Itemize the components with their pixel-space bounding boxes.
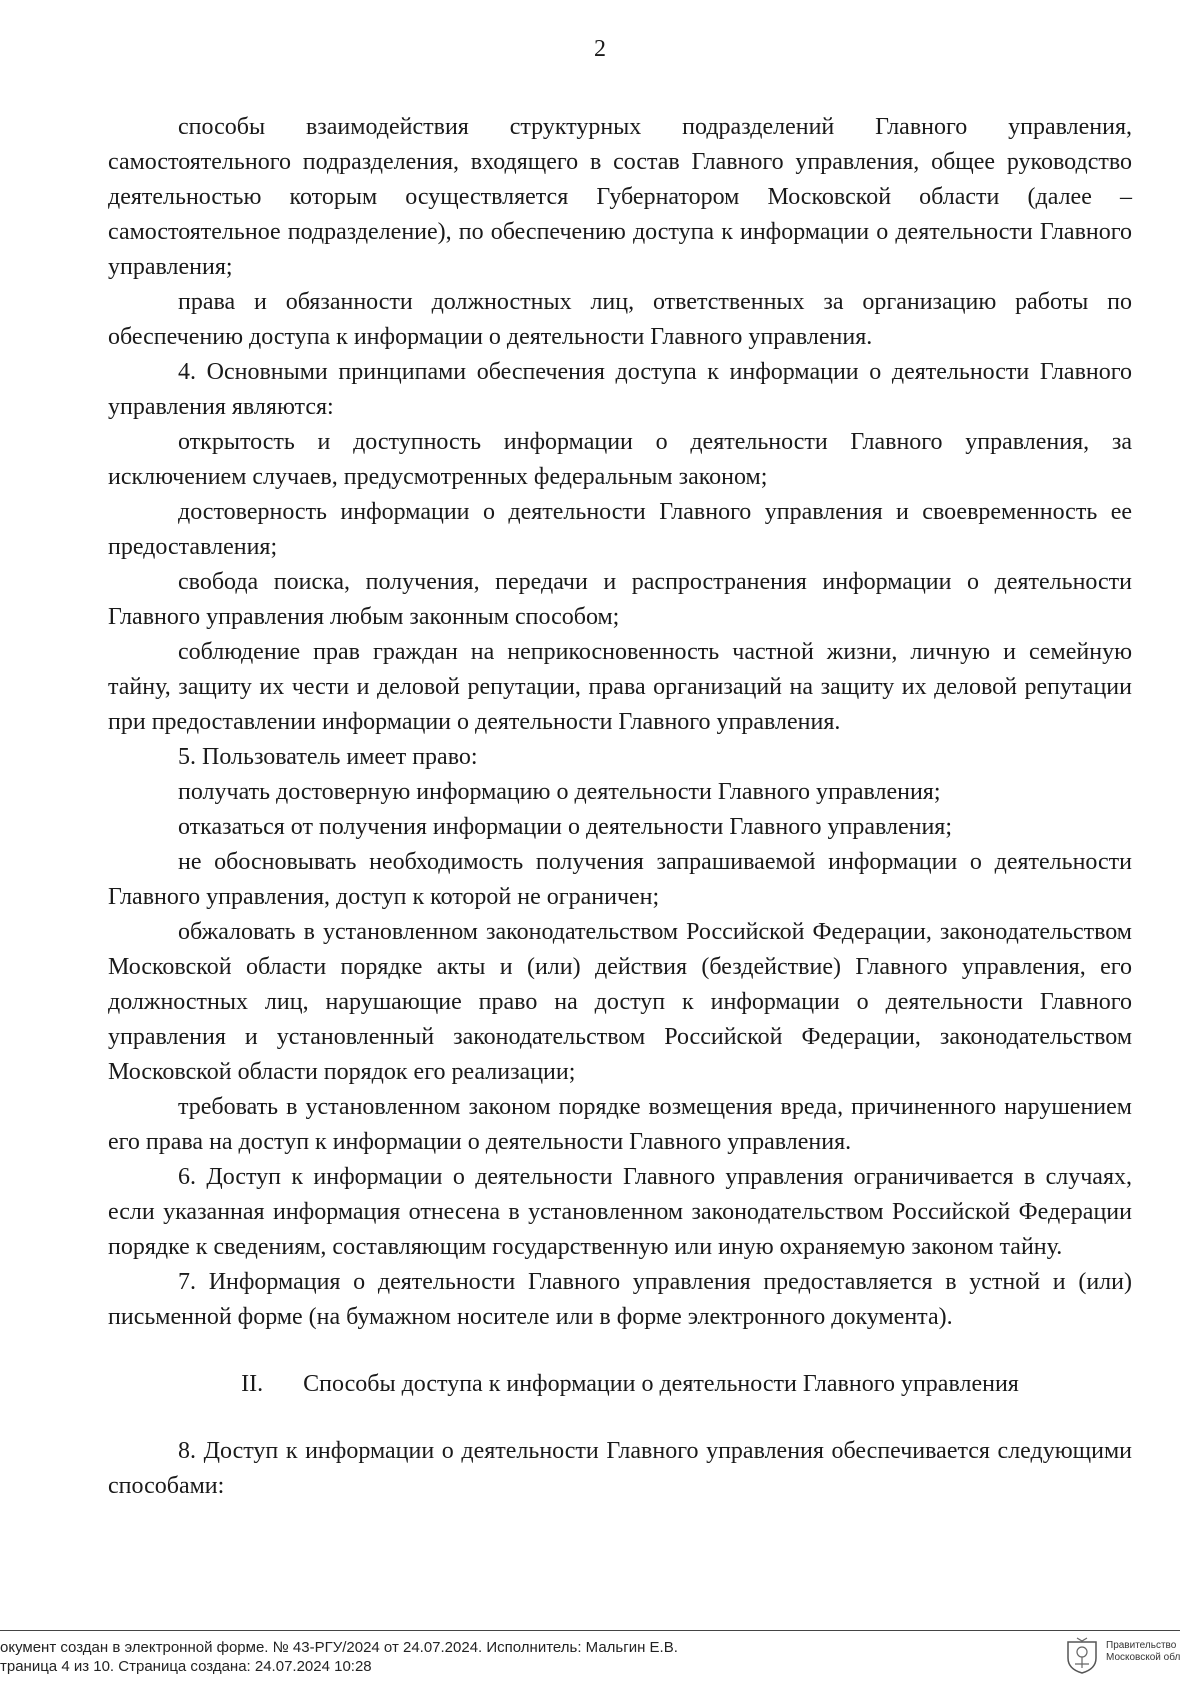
paragraph: получать достоверную информацию о деятельности Главного управления;: [178, 779, 941, 805]
document-body: [108, 110, 1132, 1504]
paragraph: отказаться от получения информации о деятельности Главного управления;: [178, 814, 953, 840]
paragraph: соблюдение прав граждан на неприкосновенность частной жизни, личную и семейную тайну, защиту их чести и деловой репутации, права организаций на защиту их деловой репутации при предоставлении информации о деятельности Главного управления.: [108, 639, 1132, 735]
section-title: Способы доступа к информации о деятельности Главного управления: [303, 1371, 1019, 1397]
paragraph: 6. Доступ к информации о деятельности Главного управления ограничивается в случаях, если указанная информация отнесена в установленном законодательством Российской Федерации порядке к сведениям, составляющим государственную или иную охраняемую законом тайну.: [108, 1164, 1132, 1260]
coat-of-arms-icon: [1065, 1636, 1099, 1674]
paragraph: права и обязанности должностных лиц, ответственных за организацию работы по обеспечению доступа к информации о деятельности Главного управления.: [108, 289, 1132, 350]
footer-divider: [0, 1630, 1180, 1631]
paragraph: свобода поиска, получения, передачи и распространения информации о деятельности Главного управления любым законным способом;: [108, 569, 1132, 630]
paragraph: открытость и доступность информации о деятельности Главного управления, за исключением случаев, предусмотренных федеральным законом;: [108, 429, 1132, 490]
paragraph: требовать в установленном законом порядке возмещения вреда, причиненного нарушением его права на доступ к информации о деятельности Главного управления.: [108, 1094, 1132, 1155]
paragraph: обжаловать в установленном законодательством Российской Федерации, законодательством Московской области порядке акты и (или) действия (бездействие) Главного управления, его должностных лиц, нарушающие право на доступ к информации о деятельности Главного управления и установленный законодательством Российской Федерации, законодательством Московской области порядок его реализации;: [108, 919, 1132, 1085]
paragraph: 4. Основными принципами обеспечения доступа к информации о деятельности Главного управления являются:: [108, 359, 1132, 420]
footer-meta: [0, 1638, 678, 1676]
document-footer: [0, 1630, 1200, 1697]
paragraph: 7. Информация о деятельности Главного управления предоставляется в устной и (или) письменной форме (на бумажном носителе или в форме электронного документа).: [108, 1269, 1132, 1330]
paragraph: способы взаимодействия структурных подразделений Главного управления, самостоятельного подразделения, входящего в состав Главного управления, общее руководство деятельностью которым осуществляется Губернатором Московской области (далее – самостоятельное подразделение), по обеспечению доступа к информации о деятельности Главного управления;: [108, 114, 1132, 280]
footer-organization: [1106, 1640, 1180, 1664]
paragraph: 5. Пользователь имеет право:: [178, 744, 478, 770]
footer-line-2: траница 4 из 10. Страница создана: 24.07.2024 10:28: [0, 1658, 372, 1675]
section-number: II.: [241, 1371, 264, 1397]
section-heading: [108, 1367, 1132, 1402]
paragraph: достоверность информации о деятельности Главного управления и своевременность ее предоставления;: [108, 499, 1132, 560]
paragraph: не обосновывать необходимость получения запрашиваемой информации о деятельности Главного управления, доступ к которой не ограничен;: [108, 849, 1132, 910]
footer-org-line-2: Московской обл: [1106, 1652, 1181, 1663]
footer-org-line-1: Правительство: [1106, 1640, 1177, 1651]
page-number: 2: [594, 36, 606, 62]
footer-line-1: окумент создан в электронной форме. № 43-РГУ/2024 от 24.07.2024. Исполнитель: Мальгин Е.В.: [0, 1639, 678, 1656]
paragraph: 8. Доступ к информации о деятельности Главного управления обеспечивается следующими способами:: [108, 1438, 1132, 1499]
